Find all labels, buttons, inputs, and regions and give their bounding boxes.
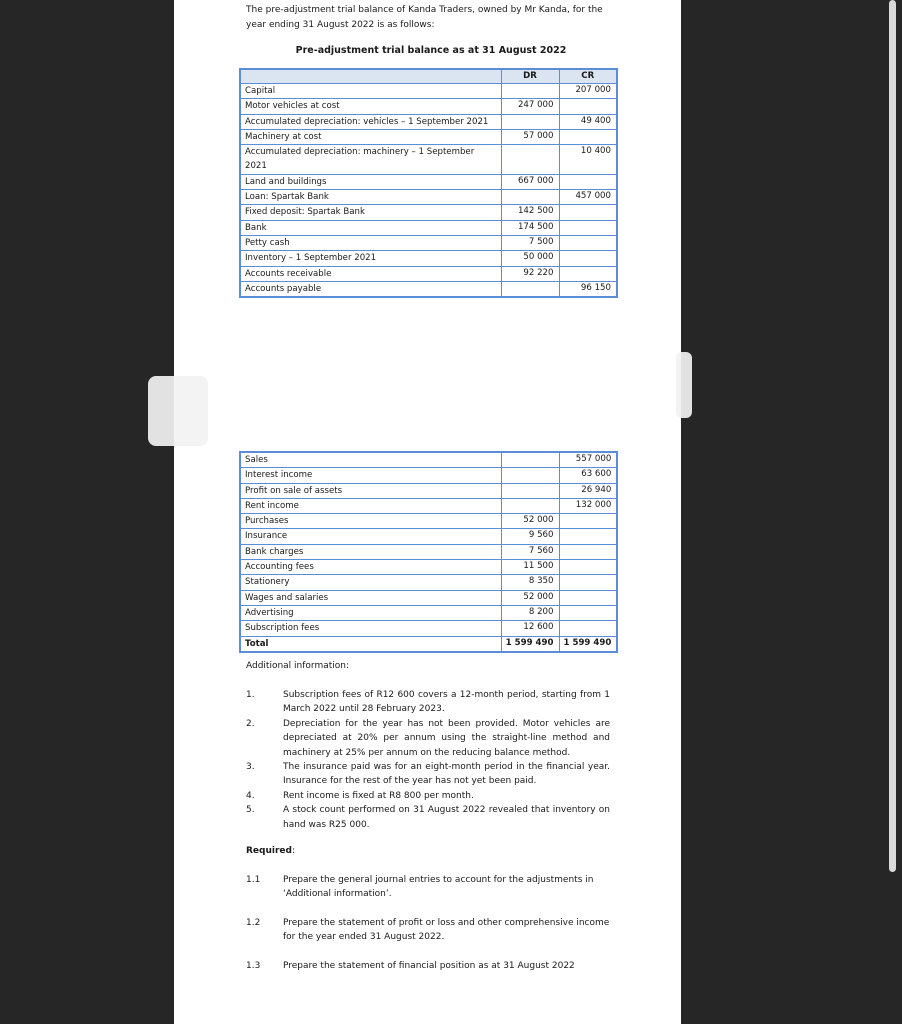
table-row (240, 205, 617, 220)
row-label: Interest income (240, 468, 501, 483)
list-item-text: Depreciation for the year has not been provided. Motor vehicles are depreciated at 20% per annum using the straight-line method and machinery at 25% per annum on the reducing balance method. (283, 718, 610, 758)
row-credit: 26 940 (559, 483, 617, 498)
row-credit (559, 514, 617, 529)
row-debit: 52 000 (501, 514, 559, 529)
table-row (240, 145, 617, 175)
row-debit: 12 600 (501, 621, 559, 636)
list-item-text: The insurance paid was for an eight-month period in the financial year. Insurance for the rest of the year has not yet been paid. (283, 762, 610, 787)
row-debit (501, 468, 559, 483)
row-label: Profit on sale of assets (240, 483, 501, 498)
row-debit: 7 560 (501, 544, 559, 559)
header-dr: DR (501, 69, 559, 84)
list-item-text: Prepare the statement of profit or loss and other comprehensive income for the year ended 31 August 2022. (283, 917, 610, 943)
row-label: Loan: Spartak Bank (240, 190, 501, 205)
intro-paragraph: The pre-adjustment trial balance of Kanda Traders, owned by Mr Kanda, for the year ending 31 August 2022 is as follows: (246, 5, 603, 30)
row-label: Stationery (240, 575, 501, 590)
row-label: Capital (240, 84, 501, 99)
row-label: Accumulated depreciation: machinery – 1 September 2021 (240, 145, 501, 175)
row-debit: 247 000 (501, 99, 559, 114)
required-heading: Required: (246, 846, 296, 856)
row-credit (559, 129, 617, 144)
list-item (246, 760, 610, 789)
table-row (240, 190, 617, 205)
row-label: Rent income (240, 498, 501, 513)
table-row (240, 590, 617, 605)
total-credit: 1 599 490 (559, 636, 617, 652)
table-row (240, 514, 617, 529)
photo-glare (148, 376, 208, 446)
row-label: Wages and salaries (240, 590, 501, 605)
row-label: Machinery at cost (240, 129, 501, 144)
row-credit: 63 600 (559, 468, 617, 483)
table-row (240, 498, 617, 513)
row-label: Bank (240, 220, 501, 235)
table-row (240, 281, 617, 297)
header-description (240, 69, 501, 84)
vertical-scrollbar[interactable] (889, 0, 896, 872)
table-row (240, 605, 617, 620)
row-label: Subscription fees (240, 621, 501, 636)
list-item-number: 1.1 (246, 875, 261, 885)
trial-balance-rows-part2 (240, 452, 617, 652)
row-debit (501, 84, 559, 99)
photo-glare (676, 352, 692, 418)
table-row (240, 452, 617, 468)
table-row (240, 251, 617, 266)
row-debit (501, 452, 559, 468)
trial-balance-title: Pre-adjustment trial balance as at 31 August 2022 (295, 45, 567, 56)
total-row (240, 636, 617, 652)
row-debit (501, 145, 559, 175)
table-row (240, 621, 617, 636)
row-debit: 11 500 (501, 560, 559, 575)
row-debit (501, 483, 559, 498)
row-debit: 52 000 (501, 590, 559, 605)
row-label: Petty cash (240, 235, 501, 250)
list-item (246, 873, 610, 902)
row-debit: 9 560 (501, 529, 559, 544)
table-row (240, 114, 617, 129)
row-label: Accounts payable (240, 281, 501, 297)
row-label: Advertising (240, 605, 501, 620)
trial-balance-table-part1 (239, 68, 618, 298)
total-debit: 1 599 490 (501, 636, 559, 652)
list-item-number: 4. (246, 790, 255, 801)
row-credit: 10 400 (559, 145, 617, 175)
row-debit (501, 114, 559, 129)
row-credit: 96 150 (559, 281, 617, 297)
row-credit: 457 000 (559, 190, 617, 205)
row-credit (559, 544, 617, 559)
trial-balance-table-part2 (239, 451, 618, 653)
row-credit (559, 205, 617, 220)
header-cr: CR (559, 69, 617, 84)
row-credit: 49 400 (559, 114, 617, 129)
additional-info-heading: Additional information: (246, 661, 350, 671)
row-debit: 7 500 (501, 235, 559, 250)
table-row (240, 560, 617, 575)
table-row (240, 468, 617, 483)
list-item (246, 803, 610, 832)
list-item (246, 789, 610, 803)
row-label: Bank charges (240, 544, 501, 559)
row-credit (559, 266, 617, 281)
total-label: Total (240, 636, 501, 652)
row-label: Sales (240, 452, 501, 468)
row-label: Motor vehicles at cost (240, 99, 501, 114)
list-item-number: 3. (246, 762, 255, 773)
table-row (240, 220, 617, 235)
trial-balance-rows-part1 (240, 84, 617, 298)
row-credit (559, 99, 617, 114)
row-credit (559, 174, 617, 189)
row-credit (559, 251, 617, 266)
row-credit (559, 220, 617, 235)
list-item-number: 5. (246, 805, 255, 816)
table-row (240, 575, 617, 590)
row-credit: 557 000 (559, 452, 617, 468)
list-item-number: 1. (246, 690, 255, 700)
row-credit: 207 000 (559, 84, 617, 99)
table-row (240, 99, 617, 114)
list-item-number: 1.2 (246, 917, 261, 928)
row-credit (559, 560, 617, 575)
row-debit: 142 500 (501, 205, 559, 220)
list-item-text: Subscription fees of R12 600 covers a 12-month period, starting from 1 March 2022 until 28 February 2023. (283, 690, 610, 715)
table-row (240, 266, 617, 281)
row-credit (559, 590, 617, 605)
row-debit: 667 000 (501, 174, 559, 189)
row-debit (501, 498, 559, 513)
row-credit (559, 575, 617, 590)
row-credit (559, 621, 617, 636)
row-debit (501, 281, 559, 297)
list-item (246, 916, 610, 945)
row-label: Inventory – 1 September 2021 (240, 251, 501, 266)
list-item (246, 959, 610, 973)
row-debit: 8 200 (501, 605, 559, 620)
list-item-text: A stock count performed on 31 August 2022 revealed that inventory on hand was R25 000. (283, 805, 610, 830)
list-item-number: 1.3 (246, 960, 261, 971)
table-row (240, 129, 617, 144)
row-label: Accumulated depreciation: vehicles – 1 September 2021 (240, 114, 501, 129)
table-row (240, 174, 617, 189)
row-label: Insurance (240, 529, 501, 544)
table-row (240, 529, 617, 544)
row-debit (501, 190, 559, 205)
row-debit: 174 500 (501, 220, 559, 235)
required-list (246, 873, 610, 973)
list-item (246, 717, 610, 760)
row-debit: 50 000 (501, 251, 559, 266)
row-label: Accounting fees (240, 560, 501, 575)
table-row (240, 544, 617, 559)
row-credit: 132 000 (559, 498, 617, 513)
row-credit (559, 605, 617, 620)
list-item-text: Prepare the general journal entries to account for the adjustments in ‘Additional information’. (283, 875, 594, 900)
row-label: Purchases (240, 514, 501, 529)
row-debit: 8 350 (501, 575, 559, 590)
row-debit: 57 000 (501, 129, 559, 144)
row-label: Fixed deposit: Spartak Bank (240, 205, 501, 220)
row-credit (559, 529, 617, 544)
additional-info-list (246, 688, 610, 832)
row-label: Accounts receivable (240, 266, 501, 281)
table-row (240, 235, 617, 250)
list-item (246, 688, 610, 717)
row-debit: 92 220 (501, 266, 559, 281)
table-row (240, 84, 617, 99)
list-item-number: 2. (246, 718, 255, 729)
row-label: Land and buildings (240, 174, 501, 189)
row-credit (559, 235, 617, 250)
list-item-text: Rent income is fixed at R8 800 per month. (283, 790, 474, 801)
list-item-text: Prepare the statement of financial position as at 31 August 2022 (283, 960, 575, 971)
table-row (240, 483, 617, 498)
